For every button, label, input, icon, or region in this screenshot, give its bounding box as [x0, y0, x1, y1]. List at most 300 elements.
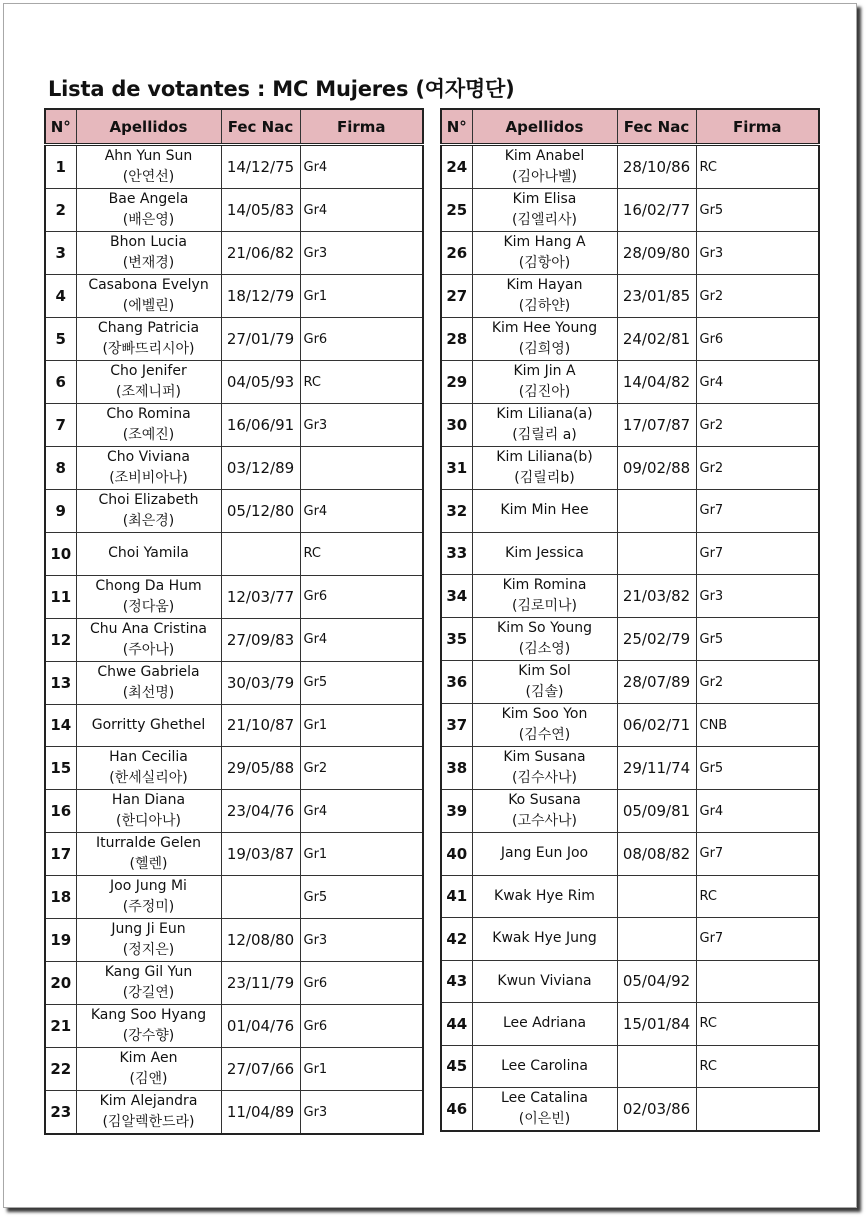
birth-date-cell: 09/02/88 — [617, 447, 696, 490]
birth-date-cell: 12/08/80 — [221, 919, 300, 962]
surname-cell — [472, 318, 617, 361]
row-number: 43 — [441, 960, 472, 1003]
signature-cell: Gr4 — [696, 361, 819, 404]
birth-date-cell: 24/02/81 — [617, 318, 696, 361]
row-number: 34 — [441, 575, 472, 618]
row-number: 14 — [45, 704, 76, 747]
name-korean: (김수사나) — [511, 770, 578, 786]
name-latin: Kim So Young — [497, 620, 592, 636]
name-latin: Kim Elisa — [512, 191, 577, 207]
birth-date-cell: 14/05/83 — [221, 189, 300, 232]
name-latin: Cho Romina — [106, 406, 191, 422]
name-korean: (김앤) — [129, 1071, 168, 1087]
name-latin: Bae Angela — [108, 191, 189, 207]
birth-date-cell: 28/09/80 — [617, 232, 696, 275]
name-korean: (김하얀) — [518, 298, 571, 314]
signature-cell: Gr5 — [300, 876, 423, 919]
birth-date-cell: 16/02/77 — [617, 189, 696, 232]
surname-cell — [472, 232, 617, 275]
table-row — [45, 833, 423, 876]
table-row — [441, 232, 819, 275]
table-row — [441, 361, 819, 404]
signature-cell: Gr2 — [300, 747, 423, 790]
name-latin: Kim Anabel — [504, 148, 585, 164]
signature-cell: Gr3 — [696, 232, 819, 275]
table-row — [45, 447, 423, 490]
surname-cell — [76, 145, 221, 189]
surname-cell — [472, 747, 617, 790]
name-latin: Kim Soo Yon — [501, 706, 588, 722]
table-row — [45, 1091, 423, 1135]
table-row — [45, 275, 423, 318]
surname-cell — [76, 404, 221, 447]
row-number: 35 — [441, 618, 472, 661]
signature-cell: RC — [696, 1045, 819, 1088]
birth-date-cell: 21/03/82 — [617, 575, 696, 618]
surname-cell — [76, 919, 221, 962]
birth-date-cell: 30/03/79 — [221, 661, 300, 704]
name-latin: Kwun Viviana — [497, 972, 592, 989]
signature-cell: Gr3 — [696, 575, 819, 618]
surname-cell — [76, 533, 221, 576]
header-surname: Apellidos — [76, 109, 221, 145]
signature-cell: Gr6 — [300, 575, 423, 618]
name-korean: (변재경) — [122, 255, 175, 271]
row-number: 6 — [45, 361, 76, 404]
signature-cell: Gr6 — [300, 962, 423, 1005]
name-latin: Kwak Hye Jung — [492, 930, 597, 947]
voters-table-left — [44, 108, 424, 1135]
surname-cell — [76, 833, 221, 876]
name-latin: Chong Da Hum — [95, 577, 202, 594]
name-korean: (김릴리b) — [514, 470, 575, 486]
signature-cell: Gr2 — [696, 661, 819, 704]
birth-date-cell: 19/03/87 — [221, 833, 300, 876]
name-korean: (김로미나) — [511, 598, 578, 614]
birth-date-cell: 15/01/84 — [617, 1003, 696, 1046]
row-number: 5 — [45, 318, 76, 361]
surname-cell — [472, 960, 617, 1003]
surname-cell — [472, 447, 617, 490]
name-latin: Han Diana — [111, 792, 186, 808]
row-number: 16 — [45, 790, 76, 833]
name-korean: (조예진) — [122, 427, 175, 443]
header-row — [45, 109, 423, 145]
name-korean: (배은영) — [122, 212, 175, 228]
row-number: 21 — [45, 1005, 76, 1048]
surname-cell — [472, 490, 617, 533]
row-number: 2 — [45, 189, 76, 232]
row-number: 1 — [45, 145, 76, 189]
surname-cell — [76, 361, 221, 404]
surname-cell — [76, 1005, 221, 1048]
surname-cell — [472, 1088, 617, 1132]
name-latin: Cho Jenifer — [110, 363, 187, 379]
signature-cell — [696, 960, 819, 1003]
birth-date-cell: 06/02/71 — [617, 704, 696, 747]
table-row — [45, 145, 423, 189]
surname-cell — [76, 962, 221, 1005]
row-number: 17 — [45, 833, 76, 876]
surname-cell — [472, 404, 617, 447]
birth-date-cell — [617, 1045, 696, 1088]
surname-cell — [76, 189, 221, 232]
signature-cell: Gr3 — [300, 919, 423, 962]
table-row — [45, 361, 423, 404]
row-number: 30 — [441, 404, 472, 447]
name-korean: (고수사나) — [511, 813, 578, 829]
surname-cell — [472, 1045, 617, 1088]
signature-cell: Gr3 — [300, 232, 423, 275]
surname-cell — [472, 833, 617, 876]
signature-cell: Gr6 — [300, 1005, 423, 1048]
surname-cell — [76, 318, 221, 361]
birth-date-cell — [221, 533, 300, 576]
birth-date-cell: 28/07/89 — [617, 661, 696, 704]
name-latin: Chang Patricia — [97, 320, 200, 336]
header-signature: Firma — [696, 109, 819, 145]
signature-cell: Gr2 — [696, 447, 819, 490]
name-latin: Kwak Hye Rim — [494, 887, 595, 904]
signature-cell: RC — [300, 361, 423, 404]
row-number: 22 — [45, 1048, 76, 1091]
name-latin: Kim Jessica — [505, 544, 584, 561]
name-latin: Ko Susana — [508, 792, 581, 808]
row-number: 32 — [441, 490, 472, 533]
row-number: 24 — [441, 145, 472, 189]
table-row — [441, 145, 819, 189]
signature-cell: CNB — [696, 704, 819, 747]
signature-cell: RC — [696, 1003, 819, 1046]
surname-cell — [76, 447, 221, 490]
row-number: 45 — [441, 1045, 472, 1088]
name-latin: Iturralde Gelen — [95, 835, 201, 851]
name-korean: (김아나벨) — [511, 169, 578, 185]
signature-cell: Gr5 — [696, 747, 819, 790]
surname-cell — [76, 1048, 221, 1091]
name-latin: Lee Adriana — [502, 1015, 587, 1032]
birth-date-cell: 27/09/83 — [221, 618, 300, 661]
name-korean: (김항아) — [518, 255, 571, 271]
row-number: 10 — [45, 533, 76, 576]
row-number: 26 — [441, 232, 472, 275]
table-row — [45, 232, 423, 275]
name-korean: (정지은) — [122, 942, 175, 958]
signature-cell: Gr6 — [696, 318, 819, 361]
signature-cell — [300, 447, 423, 490]
surname-cell — [76, 747, 221, 790]
row-number: 3 — [45, 232, 76, 275]
voters-table-right — [440, 108, 820, 1132]
surname-cell — [76, 232, 221, 275]
name-latin: Kim Liliana(b) — [496, 449, 593, 465]
name-latin: Kim Aen — [119, 1050, 178, 1066]
birth-date-cell: 05/09/81 — [617, 790, 696, 833]
row-number: 36 — [441, 661, 472, 704]
signature-cell: Gr5 — [300, 661, 423, 704]
table-row — [45, 661, 423, 704]
table-row — [45, 189, 423, 232]
row-number: 7 — [45, 404, 76, 447]
name-korean: (이은빈) — [518, 1111, 571, 1127]
surname-cell — [472, 275, 617, 318]
name-latin: Kim Hee Young — [491, 320, 598, 336]
table-row — [45, 876, 423, 919]
row-number: 11 — [45, 575, 76, 618]
row-number: 20 — [45, 962, 76, 1005]
surname-cell — [76, 575, 221, 618]
row-number: 38 — [441, 747, 472, 790]
birth-date-cell: 03/12/89 — [221, 447, 300, 490]
table-row — [441, 447, 819, 490]
birth-date-cell: 16/06/91 — [221, 404, 300, 447]
name-korean: (김진아) — [518, 384, 571, 400]
signature-cell: Gr7 — [696, 918, 819, 961]
table-row — [441, 1088, 819, 1132]
birth-date-cell: 21/06/82 — [221, 232, 300, 275]
table-row — [45, 490, 423, 533]
row-number: 19 — [45, 919, 76, 962]
name-latin: Kim Romina — [502, 577, 587, 593]
table-row — [45, 704, 423, 747]
signature-cell: Gr3 — [300, 404, 423, 447]
birth-date-cell: 29/05/88 — [221, 747, 300, 790]
signature-cell: Gr4 — [300, 189, 423, 232]
birth-date-cell: 27/01/79 — [221, 318, 300, 361]
name-latin: Kim Hang A — [503, 234, 586, 250]
table-row — [45, 962, 423, 1005]
name-latin: Kim Jin A — [513, 363, 576, 379]
table-row — [441, 704, 819, 747]
surname-cell — [76, 704, 221, 747]
row-number: 31 — [441, 447, 472, 490]
surname-cell — [472, 704, 617, 747]
surname-cell — [472, 575, 617, 618]
name-latin: Cho Viviana — [106, 449, 191, 465]
header-num: N° — [45, 109, 76, 145]
row-number: 42 — [441, 918, 472, 961]
name-korean: (김희영) — [518, 341, 571, 357]
birth-date-cell: 28/10/86 — [617, 145, 696, 189]
name-latin: Han Cecilia — [109, 749, 188, 765]
row-number: 41 — [441, 875, 472, 918]
header-row — [441, 109, 819, 145]
surname-cell — [472, 875, 617, 918]
signature-cell: Gr1 — [300, 1048, 423, 1091]
birth-date-cell: 05/04/92 — [617, 960, 696, 1003]
table-row — [441, 275, 819, 318]
name-latin: Kim Liliana(a) — [496, 406, 593, 422]
header-surname: Apellidos — [472, 109, 617, 145]
name-latin: Bhon Lucia — [110, 234, 187, 250]
surname-cell — [76, 876, 221, 919]
row-number: 27 — [441, 275, 472, 318]
surname-cell — [472, 1003, 617, 1046]
name-latin: Choi Yamila — [108, 545, 189, 562]
row-number: 44 — [441, 1003, 472, 1046]
birth-date-cell — [221, 876, 300, 919]
header-signature: Firma — [300, 109, 423, 145]
name-latin: Kang Gil Yun — [104, 964, 193, 980]
name-korean: (김릴리 a) — [512, 427, 577, 443]
name-korean: (김소영) — [518, 641, 571, 657]
table-row — [441, 833, 819, 876]
table-row — [45, 1048, 423, 1091]
name-latin: Gorritty Ghethel — [91, 716, 206, 733]
row-number: 15 — [45, 747, 76, 790]
signature-cell: Gr6 — [300, 318, 423, 361]
birth-date-cell: 23/01/85 — [617, 275, 696, 318]
name-korean: (안연선) — [122, 169, 175, 185]
surname-cell — [472, 532, 617, 575]
name-latin: Choi Elizabeth — [98, 492, 199, 508]
name-latin: Ahn Yun Sun — [104, 148, 193, 164]
signature-cell: Gr4 — [696, 790, 819, 833]
signature-cell: Gr4 — [300, 145, 423, 189]
surname-cell — [76, 790, 221, 833]
row-number: 12 — [45, 618, 76, 661]
signature-cell: RC — [696, 875, 819, 918]
table-row — [441, 532, 819, 575]
signature-cell: Gr5 — [696, 618, 819, 661]
signature-cell: Gr2 — [696, 404, 819, 447]
name-latin: Kim Min Hee — [500, 502, 589, 519]
row-number: 9 — [45, 490, 76, 533]
table-row — [441, 618, 819, 661]
row-number: 28 — [441, 318, 472, 361]
table-row — [45, 1005, 423, 1048]
signature-cell: RC — [696, 145, 819, 189]
signature-cell — [696, 1088, 819, 1132]
row-number: 18 — [45, 876, 76, 919]
birth-date-cell: 04/05/93 — [221, 361, 300, 404]
signature-cell: Gr1 — [300, 833, 423, 876]
table-row — [441, 1045, 819, 1088]
surname-cell — [472, 189, 617, 232]
birth-date-cell: 08/08/82 — [617, 833, 696, 876]
surname-cell — [76, 490, 221, 533]
table-row — [441, 189, 819, 232]
name-latin: Chwe Gabriela — [97, 663, 200, 680]
name-latin: Kim Sol — [518, 663, 571, 679]
birth-date-cell — [617, 875, 696, 918]
birth-date-cell: 29/11/74 — [617, 747, 696, 790]
table-row — [441, 490, 819, 533]
name-korean: (최은경) — [122, 513, 175, 529]
surname-cell — [472, 361, 617, 404]
table-row — [441, 318, 819, 361]
birth-date-cell: 11/04/89 — [221, 1091, 300, 1135]
name-latin: Jang Eun Joo — [500, 845, 589, 862]
surname-cell — [76, 661, 221, 704]
birth-date-cell: 23/11/79 — [221, 962, 300, 1005]
table-row — [441, 747, 819, 790]
table-row — [45, 790, 423, 833]
name-korean: (김알렉한드라) — [102, 1114, 195, 1130]
name-korean: (장빠뜨리시아) — [102, 341, 195, 357]
surname-cell — [76, 1091, 221, 1135]
header-birth: Fec Nac — [617, 109, 696, 145]
surname-cell — [472, 790, 617, 833]
signature-cell: Gr4 — [300, 790, 423, 833]
name-korean: (한세실리아) — [109, 770, 188, 786]
name-latin: Lee Catalina — [501, 1090, 588, 1106]
row-number: 37 — [441, 704, 472, 747]
row-number: 23 — [45, 1091, 76, 1135]
birth-date-cell: 14/04/82 — [617, 361, 696, 404]
surname-cell — [76, 618, 221, 661]
name-korean: (에벨린) — [122, 298, 175, 314]
signature-cell: RC — [300, 533, 423, 576]
surname-cell — [472, 918, 617, 961]
table-row — [441, 575, 819, 618]
surname-cell — [472, 618, 617, 661]
birth-date-cell: 17/07/87 — [617, 404, 696, 447]
name-korean: (주정미) — [122, 899, 175, 915]
page-title: Lista de votantes : MC Mujeres (여자명단) — [48, 77, 515, 101]
table-row — [441, 960, 819, 1003]
table-row — [45, 533, 423, 576]
name-korean: (조비비아나) — [109, 470, 188, 486]
signature-cell: Gr4 — [300, 490, 423, 533]
table-row — [441, 1003, 819, 1046]
birth-date-cell: 18/12/79 — [221, 275, 300, 318]
name-korean: (조제니퍼) — [115, 384, 182, 400]
header-num: N° — [441, 109, 472, 145]
birth-date-cell — [617, 490, 696, 533]
row-number: 13 — [45, 661, 76, 704]
signature-cell: Gr7 — [696, 833, 819, 876]
signature-cell: Gr5 — [696, 189, 819, 232]
birth-date-cell: 01/04/76 — [221, 1005, 300, 1048]
surname-cell — [76, 275, 221, 318]
row-number: 25 — [441, 189, 472, 232]
birth-date-cell: 05/12/80 — [221, 490, 300, 533]
name-latin: Kim Hayan — [506, 277, 583, 293]
row-number: 8 — [45, 447, 76, 490]
birth-date-cell: 02/03/86 — [617, 1088, 696, 1132]
birth-date-cell — [617, 918, 696, 961]
name-latin: Chu Ana Cristina — [90, 620, 207, 637]
row-number: 46 — [441, 1088, 472, 1132]
header-birth: Fec Nac — [221, 109, 300, 145]
table-row — [45, 747, 423, 790]
table-row — [45, 919, 423, 962]
name-korean: (김수연) — [518, 727, 571, 743]
table-row — [45, 575, 423, 618]
birth-date-cell: 23/04/76 — [221, 790, 300, 833]
name-latin: Kim Susana — [503, 749, 586, 765]
row-number: 33 — [441, 532, 472, 575]
row-number: 40 — [441, 833, 472, 876]
name-korean: (김엘리사) — [511, 212, 578, 228]
table-row — [441, 875, 819, 918]
birth-date-cell — [617, 532, 696, 575]
birth-date-cell: 12/03/77 — [221, 575, 300, 618]
name-korean: (최선명) — [122, 684, 175, 701]
name-korean: (김솔) — [525, 684, 564, 700]
signature-cell: Gr3 — [300, 1091, 423, 1135]
birth-date-cell: 21/10/87 — [221, 704, 300, 747]
name-latin: Kang Soo Hyang — [90, 1007, 207, 1023]
signature-cell: Gr7 — [696, 490, 819, 533]
name-korean: (강수향) — [122, 1028, 175, 1044]
row-number: 29 — [441, 361, 472, 404]
birth-date-cell: 25/02/79 — [617, 618, 696, 661]
row-number: 4 — [45, 275, 76, 318]
name-latin: Casabona Evelyn — [88, 277, 209, 293]
birth-date-cell: 27/07/66 — [221, 1048, 300, 1091]
